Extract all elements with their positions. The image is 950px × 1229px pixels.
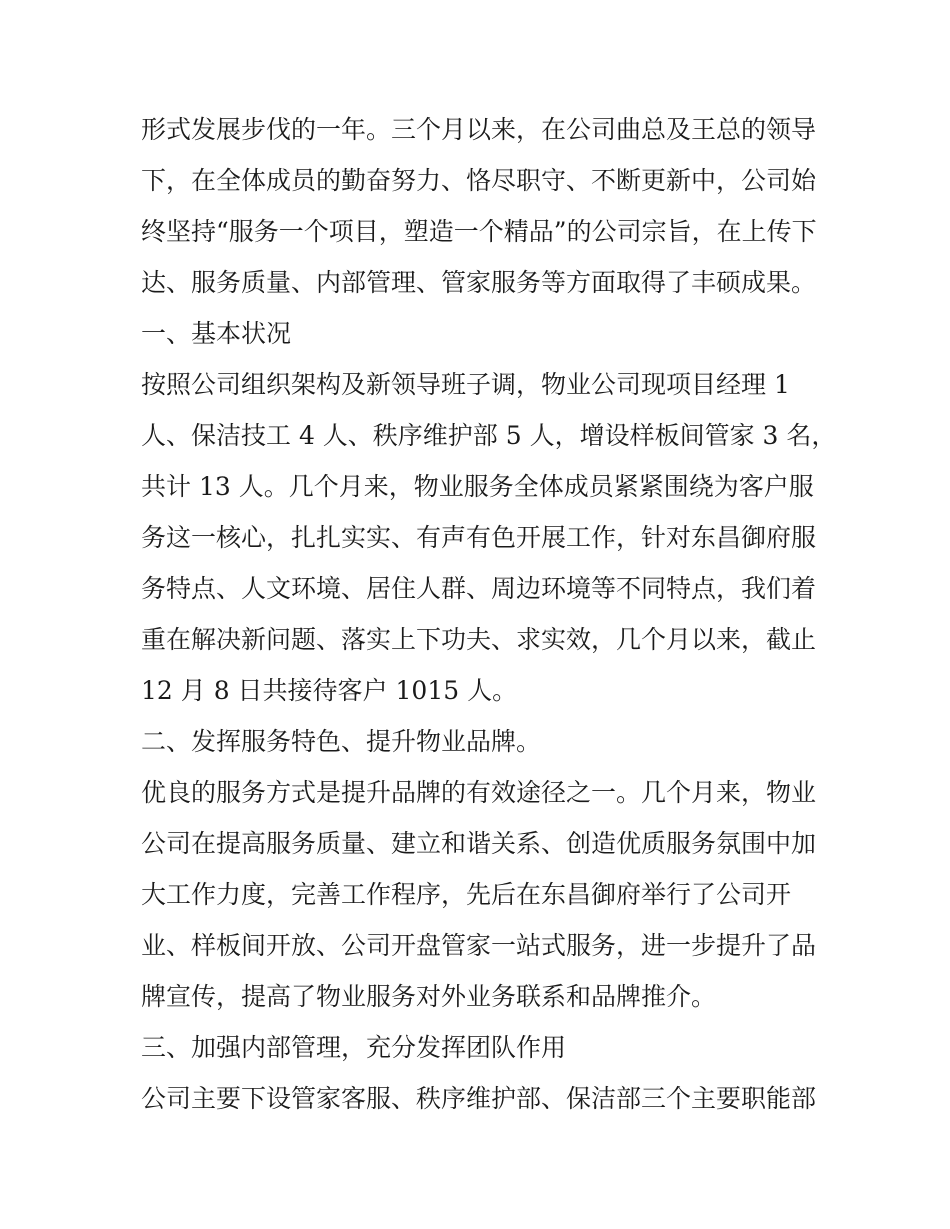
paragraph-line: 大工作力度，完善工作程序，先后在东昌御府举行了公司开 (141, 880, 792, 909)
paragraph-line: 公司主要下设管家客服、秩序维护部、保洁部三个主要职能部 (141, 1084, 817, 1113)
paragraph-line: 公司在提高服务质量、建立和谐关系、创造优质服务氛围中加 (141, 829, 817, 858)
paragraph-line: 形式发展步伐的一年。三个月以来，在公司曲总及王总的领导 (141, 115, 817, 144)
document-body (141, 104, 837, 1124)
paragraph-line: 务这一核心，扎扎实实、有声有色开展工作，针对东昌御府服 (141, 523, 817, 552)
paragraph-line: 共计 13 人。几个月来，物业服务全体成员紧紧围绕为客户服 (141, 472, 814, 501)
paragraph-line: 下，在全体成员的勤奋努力、恪尽职守、不断更新中，公司始 (141, 166, 817, 195)
section-heading-internal-management: 三、加强内部管理，充分发挥团队作用 (141, 1033, 567, 1062)
section-heading-service-brand: 二、发挥服务特色、提升物业品牌。 (141, 727, 542, 756)
paragraph-line: 业、样板间开放、公司开盘管家一站式服务，进一步提升了品 (141, 931, 817, 960)
paragraph-line: 重在解决新问题、落实上下功夫、求实效，几个月以来，截止 (141, 625, 817, 654)
paragraph-line: 优良的服务方式是提升品牌的有效途径之一。几个月来，物业 (141, 778, 817, 807)
paragraph-line: 达、服务质量、内部管理、管家服务等方面取得了丰硕成果。 (141, 268, 817, 297)
paragraph-line: 按照公司组织架构及新领导班子调，物业公司现项目经理 1 (141, 370, 790, 399)
paragraph-line: 终坚持“服务一个项目，塑造一个精品”的公司宗旨，在上传下 (141, 217, 817, 246)
paragraph-line: 务特点、人文环境、居住人群、周边环境等不同特点，我们着 (141, 574, 817, 603)
paragraph-line: 12 月 8 日共接待客户 1015 人。 (141, 676, 518, 705)
section-heading-basic-status: 一、基本状况 (141, 319, 292, 348)
paragraph-line: 人、保洁技工 4 人、秩序维护部 5 人，增设样板间管家 3 名， (141, 421, 837, 450)
paragraph-line: 牌宣传，提高了物业服务对外业务联系和品牌推介。 (141, 982, 717, 1011)
